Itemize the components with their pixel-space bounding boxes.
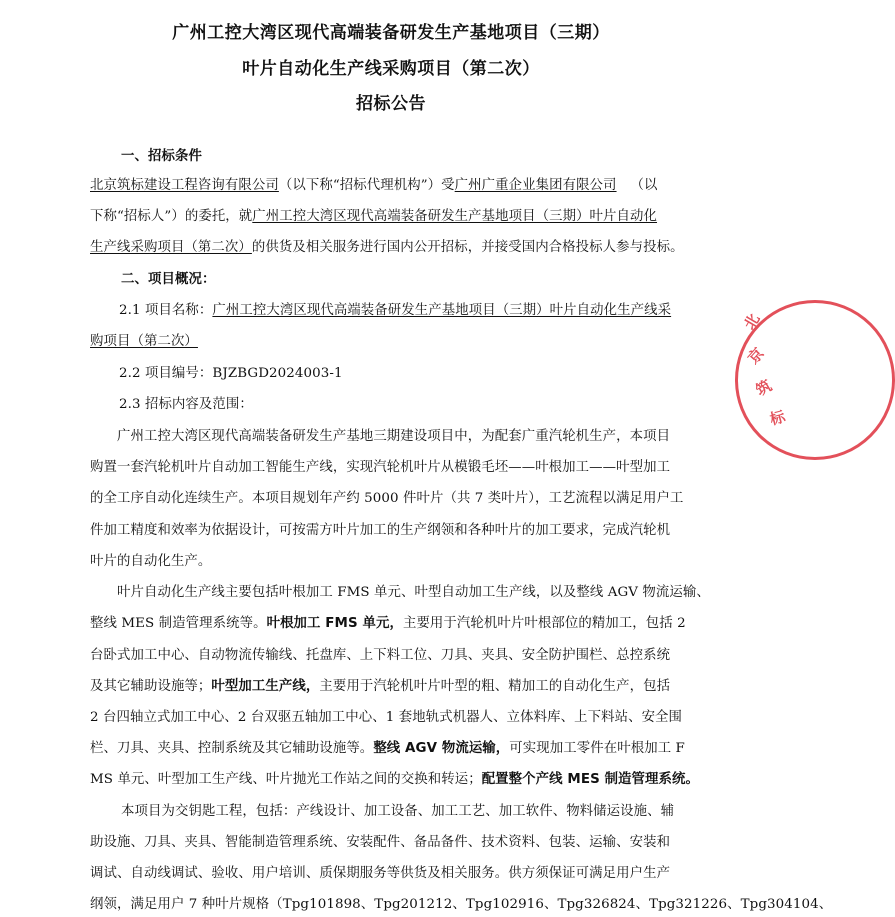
para2-line-3: 台卧式加工中心、自动物流传输线、托盘库、上下料工位、刀具、夹具、安全防护围栏、总控系统: [90, 648, 671, 663]
text: （以: [630, 178, 658, 193]
text: 整线 MES 制造管理系统等。: [90, 616, 267, 631]
para2-line-6: [90, 740, 690, 758]
para1-line-1: 广州工控大湾区现代高端装备研发生产基地三期建设项目中，为配套广重汽轮机生产，本项目: [117, 429, 671, 444]
doc-title-line-1: 广州工控大湾区现代高端装备研发生产基地项目（三期）: [172, 23, 610, 43]
para3-line-4: 纲领，满足用户 7 种叶片规格（Tpg101898、Tpg201212、Tpg102916、Tpg326824、Tpg321226、Tpg304104、: [90, 897, 833, 912]
para3-line-1: 本项目为交钥匙工程，包括：产线设计、加工设备、加工工艺、加工软件、物料储运设施、辅: [121, 804, 675, 819]
project-name-value: 广州工控大湾区现代高端装备研发生产基地项目（三期）叶片自动化生产线采: [212, 303, 672, 318]
seal-char: 标: [768, 407, 788, 429]
doc-title-line-3: 招标公告: [356, 94, 426, 114]
project-name-cont: 生产线采购项目（第二次）: [90, 240, 252, 255]
text: 主要用于汽轮机叶片叶型的粗、精加工的自动化生产，包括: [319, 679, 671, 694]
item-2-3: 2.3 招标内容及范围：: [119, 397, 253, 412]
text: MS 单元、叶型加工生产线、叶片抛光工作站之间的交换和转运；: [90, 772, 482, 787]
bold-text: 叶根加工 FMS 单元，: [266, 616, 403, 631]
para3-line-3: 调试、自动线调试、验收、用户培训、质保期服务等供货及相关服务。供方须保证可满足用户生产: [90, 866, 671, 881]
section-1-line-1: [90, 177, 690, 195]
text: 栏、刀具、夹具、控制系统及其它辅助设施等。: [90, 741, 374, 756]
para2-line-1: 叶片自动化生产线主要包括叶根加工 FMS 单元、叶型自动加工生产线，以及整线 AGV 物流运输、: [117, 585, 710, 600]
label: 2.1 项目名称：: [119, 303, 213, 318]
section-1-heading: 一、招标条件: [121, 149, 202, 164]
para2-line-7: [90, 771, 700, 789]
text: 主要用于汽轮机叶片叶根部位的精加工，包括 2: [402, 616, 686, 631]
bold-text: 叶型加工生产线，: [211, 679, 320, 694]
text: 的供货及相关服务进行国内公开招标，并接受国内合格投标人参与投标。: [251, 240, 684, 255]
seal-char: 京: [744, 344, 768, 368]
bold-text: 整线 AGV 物流运输，: [373, 741, 510, 756]
para1-line-2: 购置一套汽轮机叶片自动加工智能生产线，实现汽轮机叶片从模锻毛坯——叶根加工——叶型加工: [90, 460, 671, 475]
section-1-line-2: [90, 208, 690, 226]
para2-line-5: 2 台四轴立式加工中心、2 台双驱五轴加工中心、1 套地轨式机器人、立体料库、上下料站、安全围: [90, 710, 683, 725]
company-seal-stamp: [735, 300, 895, 460]
owner-name: 广州广重企业集团有限公司: [454, 178, 617, 193]
item-2-2: 2.2 项目编号：BJZBGD2024003-1: [119, 366, 343, 381]
text: 及其它辅助设施等；: [90, 679, 212, 694]
section-2-heading: 二、项目概况：: [121, 272, 216, 287]
text: 下称“招标人”）的委托，就: [90, 209, 253, 224]
para1-line-4: 件加工精度和效率为依据设计，可按需方叶片加工的生产纲领和各种叶片的加工要求，完成汽轮机: [90, 523, 671, 538]
para1-line-3: 的全工序自动化连续生产。本项目规划年产约 5000 件叶片（共 7 类叶片），工艺流程以满足用户工: [90, 491, 684, 506]
section-1-line-3: [90, 239, 690, 257]
project-name: 广州工控大湾区现代高端装备研发生产基地项目（三期）叶片自动化: [252, 209, 658, 224]
text: （以下称“招标代理机构”）受: [278, 178, 455, 193]
para3-line-2: 助设施、刀具、夹具、智能制造管理系统、安装配件、备品备件、技术资料、包装、运输、安装和: [90, 835, 671, 850]
item-2-1: [119, 302, 719, 320]
doc-title-line-2: 叶片自动化生产线采购项目（第二次）: [242, 59, 540, 79]
agent-name: 北京筑标建设工程咨询有限公司: [90, 178, 279, 193]
seal-char: 筑: [752, 376, 775, 400]
bold-text: 配置整个产线 MES 制造管理系统。: [481, 772, 700, 787]
text: 可实现加工零件在叶根加工 F: [509, 741, 685, 756]
seal-char: 北: [740, 310, 764, 333]
para1-line-5: 叶片的自动化生产。: [90, 554, 212, 569]
para2-line-4: [90, 678, 690, 696]
para2-line-2: [90, 615, 690, 633]
project-name-value-cont: 购项目（第二次）: [90, 334, 198, 349]
item-2-1-cont: [90, 333, 690, 351]
